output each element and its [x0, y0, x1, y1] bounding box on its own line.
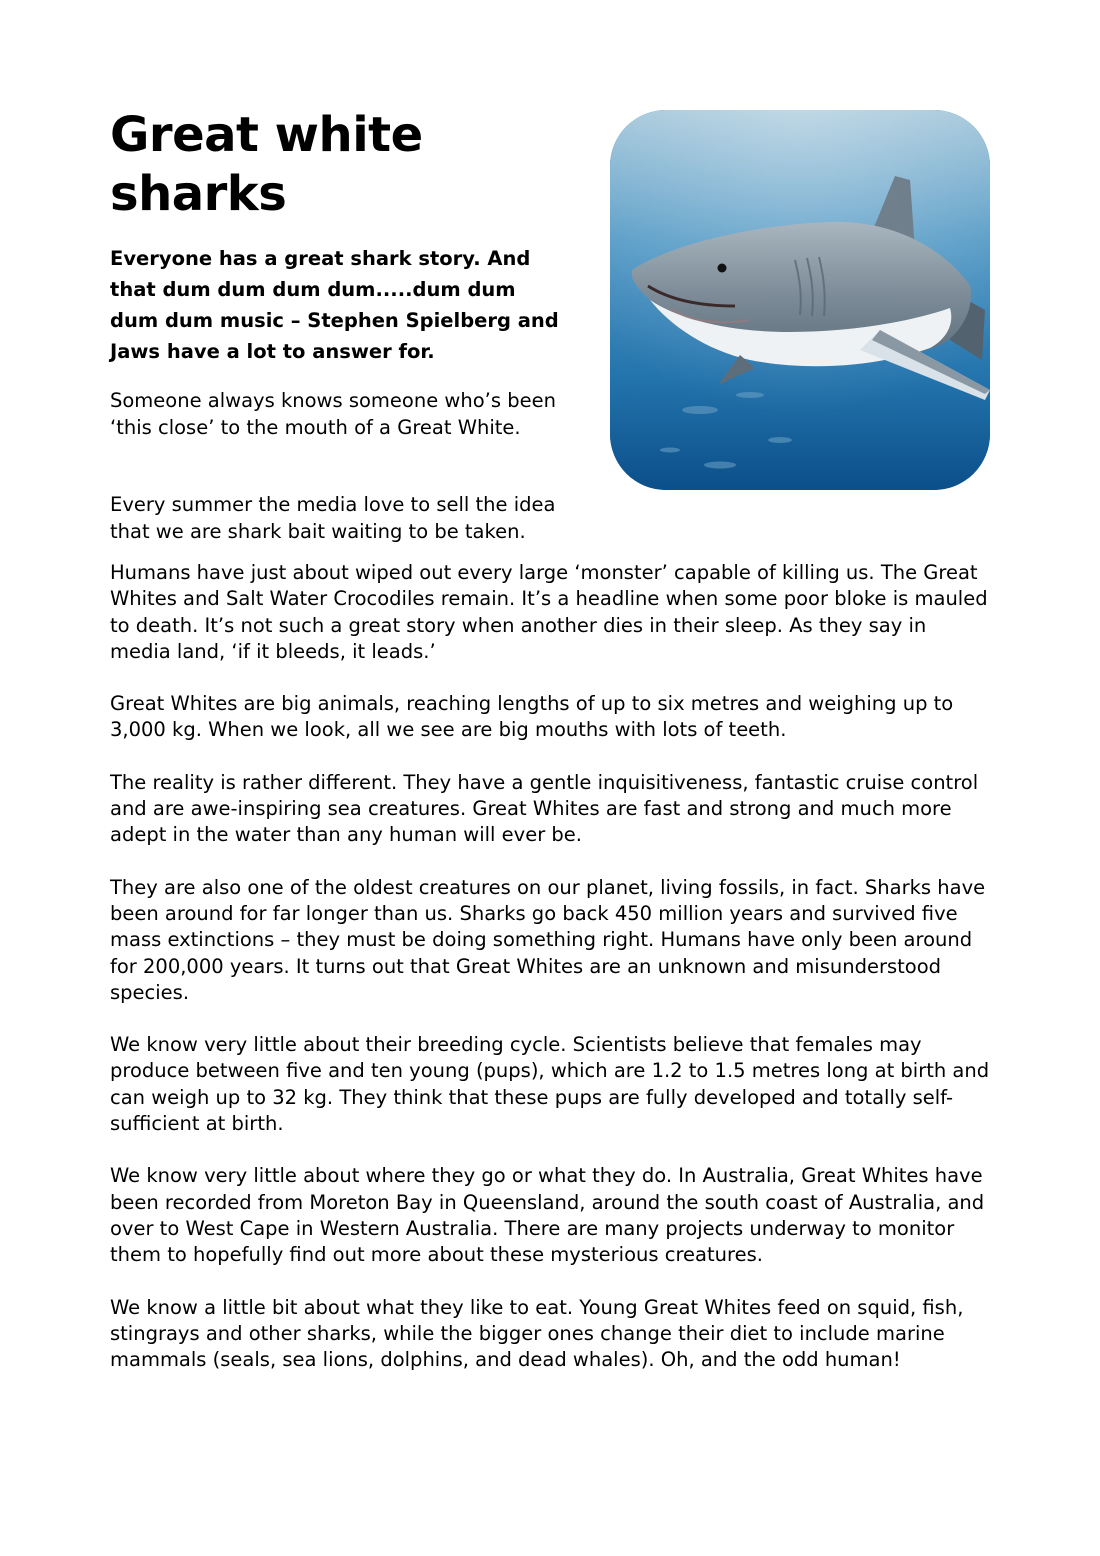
body-paragraph-6: We know very little about where they go or what they do. In Australia, Great Whites have been recorded from Moreton Bay in Queensland, around the south coast of Australia, and over to West Cape in Western Australia. There are many projects underway to monitor them to hopefully find out more about these mysterious creatures. [110, 1164, 985, 1267]
intro-paragraph-1: Someone always knows someone who’s been ‘this close’ to the mouth of a Great White. [110, 389, 556, 439]
body-paragraph-7: We know a little bit about what they like to eat. Young Great Whites feed on squid, fish, stingrays and other sharks, while the bigger ones change their diet to include marine mammals (seals, sea lions, dolphins, and dead whales). Oh, and the odd human! [110, 1295, 964, 1372]
body-paragraph-3: The reality is rather different. They have a gentle inquisitiveness, fantastic cruise control and are awe-inspiring sea creatures. Great Whites are fast and strong and much more adept in the water than any human will ever be. [110, 770, 979, 847]
intro-paragraph-2: Every summer the media love to sell the idea that we are shark bait waiting to be taken. [110, 493, 556, 543]
body-paragraph-4: They are also one of the oldest creatures on our planet, living fossils, in fact. Sharks have been around for far longer than us. Sharks go back 450 million years and survived five mass extinctions – they must be doing something right. Humans have only been around for 200,000 years. It turns out that Great Whites are an unknown and misunderstood species. [110, 875, 986, 1004]
body-paragraph-5: We know very little about their breeding cycle. Scientists believe that females may produce between five and ten young (pups), which are 1.2 to 1.5 metres long at birth and can weigh up to 32 kg. They think that these pups are fully developed and totally self-sufficient at birth. [110, 1033, 990, 1136]
body-paragraph-2: Great Whites are big animals, reaching lengths of up to six metres and weighing up to 3,000 kg. When we look, all we see are big mouths with lots of teeth. [110, 692, 954, 742]
shark-photo [610, 110, 990, 490]
shark-photo-icon [610, 110, 990, 490]
page-title: Great white sharks [110, 107, 423, 222]
lead-paragraph: Everyone has a great shark story. And that dum dum dum dum.....dum dum dum dum music – Stephen Spielberg and Jaws have a lot to answer for. [110, 247, 559, 363]
article-body [110, 560, 990, 1399]
body-paragraph-1: Humans have just about wiped out every large ‘monster’ capable of killing us. The Great Whites and Salt Water Crocodiles remain. It’s a headline when some poor bloke is mauled to death. It’s not such a great story when another dies in their sleep. As they say in media land, ‘if it bleeds, it leads.’ [110, 561, 988, 663]
